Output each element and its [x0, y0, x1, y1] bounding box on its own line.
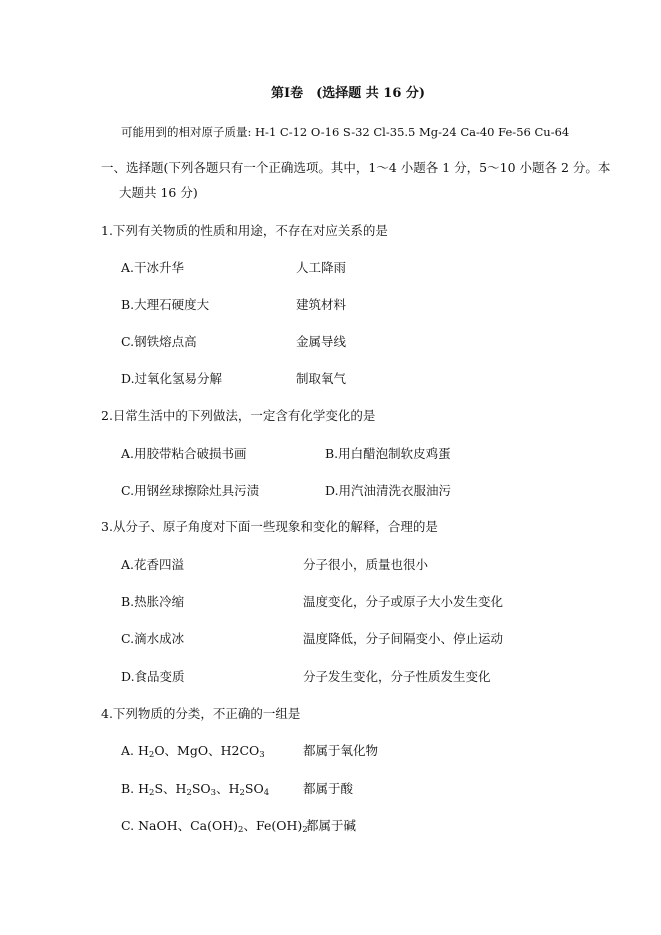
q3-option-c: C.滴水成冰 [121, 631, 185, 646]
q1-option-d: D.过氧化氢易分解 [121, 371, 223, 386]
q1-option-b-use: 建筑材料 [296, 297, 347, 312]
q1-option-a-use: 人工降雨 [296, 260, 347, 275]
question-4-stem: 4.下列物质的分类，不正确的一组是 [101, 706, 301, 721]
q3-option-a: A.花香四溢 [121, 557, 185, 572]
atomic-mass-line: 可能用到的相对原子质量: H-1 C-12 O-16 S-32 Cl-35.5 Mg-24 Ca-40 Fe-56 Cu-64 [121, 125, 570, 139]
question-1-stem: 1.下列有关物质的性质和用途，不存在对应关系的是 [101, 223, 388, 238]
q2-option-c: C.用钢丝球擦除灶具污渍 [121, 483, 260, 498]
q4-option-c-category: 都属于碱 [306, 818, 357, 833]
q3-option-b-explanation: 温度变化，分子或原子大小发生变化 [303, 594, 504, 609]
q3-option-a-explanation: 分子很小，质量也很小 [303, 557, 429, 572]
section-title: 第Ⅰ卷 (选择题 共 16 分) [271, 86, 426, 101]
q1-option-b: B.大理石硬度大 [121, 297, 210, 312]
q3-option-d-explanation: 分子发生变化，分子性质发生变化 [303, 669, 491, 684]
q4-option-a-category: 都属于氧化物 [303, 743, 379, 758]
q4-option-b-category: 都属于酸 [303, 781, 354, 796]
q2-option-d: D.用汽油清洗衣服油污 [325, 483, 452, 498]
section-instructions-line2: 大题共 16 分) [119, 185, 198, 200]
q2-option-a: A.用胶带粘合破损书画 [121, 446, 247, 461]
q3-option-d: D.食品变质 [121, 669, 185, 684]
q1-option-d-use: 制取氧气 [296, 371, 347, 386]
q1-option-c: C.钢铁熔点高 [121, 334, 197, 349]
q4-option-a: A. $H_2O$、MgO、$H2CO_3$ [121, 743, 265, 760]
question-3-stem: 3.从分子、原子角度对下面一些现象和变化的解释，合理的是 [101, 519, 438, 534]
section-instructions-line1: 一、选择题(下列各题只有一个正确选项。其中，1～4 小题各 1 分，5～10 小题各 2 分。本 [101, 160, 611, 175]
q3-option-c-explanation: 温度降低，分子间隔变小、停止运动 [303, 631, 504, 646]
q1-option-a: A.干冰升华 [121, 260, 185, 275]
q4-option-b: B. $H_2S$、$H_2SO_3$、$H_2SO_4$ [121, 781, 270, 798]
question-2-stem: 2.日常生活中的下列做法，一定含有化学变化的是 [101, 408, 376, 423]
q3-option-b: B.热胀冷缩 [121, 594, 185, 609]
q1-option-c-use: 金属导线 [296, 334, 347, 349]
q2-option-b: B.用白醋泡制软皮鸡蛋 [325, 446, 451, 461]
q4-option-c: C. NaOH、$Ca(OH)_2$、$Fe(OH)_2$ [121, 818, 308, 835]
